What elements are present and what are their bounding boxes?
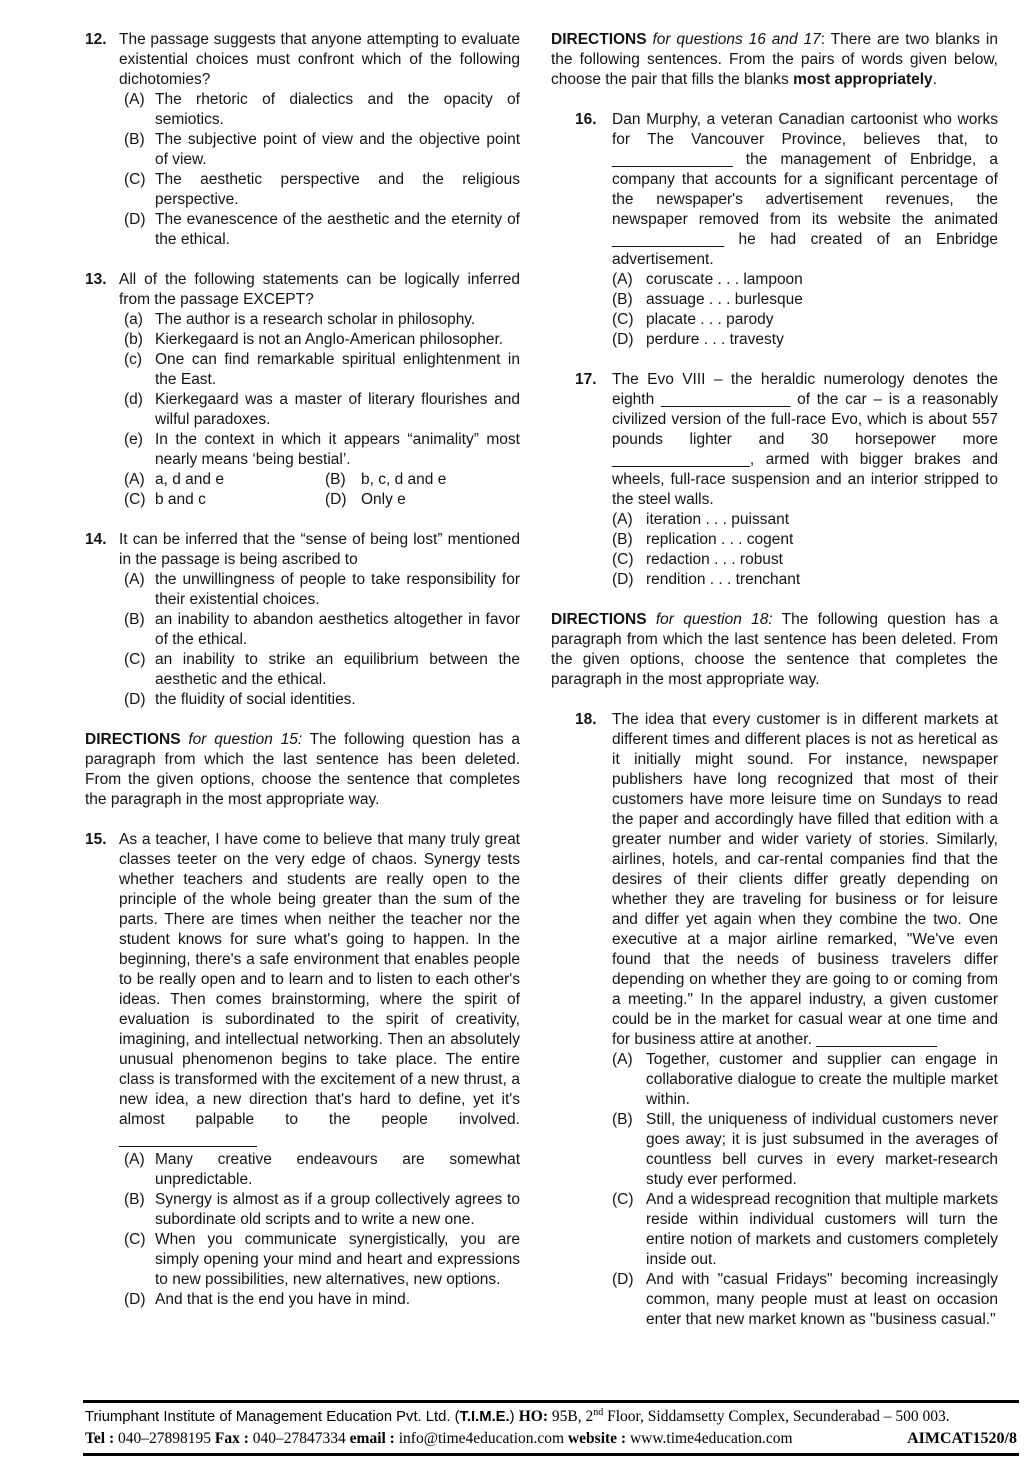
option-17A-label: (A) — [612, 511, 633, 528]
question-16-text: Dan Murphy, a veteran Canadian cartoonist who works for The Vancouver Province, believes that, to ______________ the management of Enbridge, a company that accounts for a significant percentage of the newspaper's advertisement revenues, the newspaper removed from its website the animated _____________ he had created of an Enbridge advertisement. — [612, 111, 998, 268]
option-17B — [612, 530, 998, 550]
statement-e — [124, 430, 520, 470]
option-17C-text: redaction . . . robust — [646, 551, 783, 568]
option-18B-label: (B) — [612, 1111, 633, 1128]
directions-15-segment-2: The following question has a paragraph from which the last sentence has been deleted. From the given options, choose the sentence that completes the paragraph in the most appropriate way. — [85, 731, 520, 808]
footer-line1-sup: nd — [593, 1406, 604, 1418]
directions-16-17-segment-3: most appropriately — [793, 71, 933, 88]
option-15B-label: (B) — [124, 1191, 145, 1208]
question-13-body — [119, 270, 520, 510]
option-14B-label: (B) — [124, 611, 145, 628]
directions-18-segment-0: DIRECTIONS — [551, 611, 656, 628]
option-14A — [124, 570, 520, 610]
directions-18 — [551, 610, 998, 690]
option-17C — [612, 550, 998, 570]
option-12D — [124, 210, 520, 250]
option-15B-text: Synergy is almost as if a group collectively agrees to subordinate old scripts and to write a new one. — [155, 1191, 520, 1228]
directions-16-17-segment-4: . — [932, 71, 937, 88]
right-column — [551, 30, 998, 1350]
option-18D-label: (D) — [612, 1271, 634, 1288]
footer-contact-line — [85, 1428, 1017, 1449]
question-18-body — [612, 710, 998, 1330]
option-16D — [612, 330, 998, 350]
statement-b — [124, 330, 520, 350]
question-13-option-row-0 — [124, 470, 520, 490]
option-15D — [124, 1290, 520, 1310]
question-16-options — [612, 270, 998, 350]
option-16B-text: assuage . . . burlesque — [646, 291, 803, 308]
directions-15-segment-1: for question 15: — [188, 731, 303, 748]
option-18B-text: Still, the uniqueness of individual customers never goes away; it is just subsumed in the averages of countless bell curves in every market-research study ever performed. — [646, 1111, 998, 1188]
left-column — [85, 30, 520, 1330]
option-16C — [612, 310, 998, 330]
option-16A-text: coruscate . . . lampoon — [646, 271, 803, 288]
directions-16-17-segment-2: : There are two blanks in the following sentences. From the pairs of words given below, choose the pair that fills the blanks — [551, 31, 998, 88]
option-15A-label: (A) — [124, 1151, 145, 1168]
option-14A-text: the unwillingness of people to take responsibility for their existential choices. — [155, 571, 520, 608]
footer-line2-segment-0: Tel : — [85, 1430, 115, 1447]
question-15-body — [119, 830, 520, 1310]
option-15A-text: Many creative endeavours are somewhat unpredictable. — [155, 1151, 520, 1188]
question-13-number: 13. — [85, 271, 107, 288]
option-15A — [124, 1150, 520, 1190]
option-14D — [124, 690, 520, 710]
option-15D-text: And that is the end you have in mind. — [155, 1291, 411, 1308]
option-13B — [325, 470, 520, 490]
question-14-text: It can be inferred that the “sense of being lost” mentioned in the passage is being ascribed to — [119, 531, 520, 568]
option-16A-label: (A) — [612, 271, 633, 288]
option-12A — [124, 90, 520, 130]
option-14D-label: (D) — [124, 691, 146, 708]
option-17C-label: (C) — [612, 551, 634, 568]
footer-line2-segment-7: www.time4education.com — [626, 1430, 793, 1447]
question-18 — [551, 710, 998, 1330]
option-16B-label: (B) — [612, 291, 633, 308]
page-footer — [83, 1400, 1019, 1456]
statement-label: (e) — [124, 431, 143, 448]
option-14C-text: an inability to strike an equilibrium between the aesthetic and the ethical. — [155, 651, 520, 688]
question-13-option-row-1 — [124, 490, 520, 510]
footer-line2-segment-4: email : — [349, 1430, 395, 1447]
statement-label: (c) — [124, 351, 143, 368]
option-15C-text: When you communicate synergistically, you are simply opening your mind and heart and expressions to new possibilities, new alternatives, new options. — [155, 1231, 520, 1288]
option-17D-label: (D) — [612, 571, 634, 588]
question-17-number: 17. — [575, 371, 597, 388]
directions-16-17 — [551, 30, 998, 90]
option-12C — [124, 170, 520, 210]
statement-text: Kierkegaard was a master of literary flourishes and wilful paradoxes. — [155, 391, 520, 428]
footer-line2-segment-1: 040–27898195 — [114, 1430, 215, 1447]
footer-line1-segment-4: 95B, 2 — [548, 1408, 594, 1425]
option-12D-label: (D) — [124, 211, 146, 228]
directions-15-segment-0: DIRECTIONS — [85, 731, 189, 748]
statement-text: The author is a research scholar in philosophy. — [155, 311, 476, 328]
option-17B-text: replication . . . cogent — [646, 531, 794, 548]
footer-line2-segment-3: 040–27847334 — [248, 1430, 350, 1447]
footer-line2-segment-2: Fax : — [214, 1430, 249, 1447]
question-14-options — [124, 570, 520, 710]
option-17A-text: iteration . . . puissant — [646, 511, 790, 528]
question-16 — [551, 110, 998, 350]
option-18D-text: And with "casual Fridays" becoming increasingly common, many people must at least on occasion enter that new market known as "business casual." — [646, 1271, 998, 1328]
option-14C-label: (C) — [124, 651, 146, 668]
question-16-body — [612, 110, 998, 350]
question-18-number: 18. — [575, 711, 597, 728]
question-13-statements — [124, 310, 520, 470]
statement-label: (a) — [124, 311, 143, 328]
option-text: a, d and e — [155, 471, 224, 488]
footer-line1-segment-1: T.I.M.E. — [459, 1409, 510, 1425]
option-14B-text: an inability to abandon aesthetics altogether in favor of the ethical. — [155, 611, 520, 648]
option-16B — [612, 290, 998, 310]
option-12B-text: The subjective point of view and the objective point of view. — [155, 131, 520, 168]
option-15C-label: (C) — [124, 1231, 146, 1248]
option-17D — [612, 570, 998, 590]
option-13C — [124, 490, 325, 510]
option-label: (B) — [325, 471, 346, 488]
option-12B — [124, 130, 520, 170]
directions-18-segment-2: The following question has a paragraph from which the last sentence has been deleted. From the given options, choose the sentence that completes the paragraph in the most appropriate way. — [551, 611, 998, 688]
statement-text: One can find remarkable spiritual enlightenment in the East. — [155, 351, 520, 388]
option-13D — [325, 490, 520, 510]
option-14C — [124, 650, 520, 690]
question-17-text: The Evo VIII – the heraldic numerology denotes the eighth _______________ of the car – is a reasonably civilized version of the full-race Evo, which is about 557 pounds lighter and 30 horsepower more ________________, armed with bigger brakes and wheels, full-race suspension and an interior stripped to the steel walls. — [612, 371, 998, 508]
question-17 — [551, 370, 998, 590]
question-17-body — [612, 370, 998, 590]
option-12A-label: (A) — [124, 91, 145, 108]
option-17B-label: (B) — [612, 531, 633, 548]
option-16A — [612, 270, 998, 290]
question-15-number: 15. — [85, 831, 107, 848]
footer-line2-segment-6: website : — [567, 1430, 627, 1447]
question-16-number: 16. — [575, 111, 597, 128]
option-18D — [612, 1270, 998, 1330]
footer-line1-segment-0: Triumphant Institute of Management Education Pvt. Ltd. ( — [85, 1409, 460, 1425]
option-18C-label: (C) — [612, 1191, 634, 1208]
option-label: (C) — [124, 491, 146, 508]
question-17-options — [612, 510, 998, 590]
statement-d — [124, 390, 520, 430]
question-13 — [85, 270, 520, 510]
statement-label: (b) — [124, 331, 143, 348]
option-14A-label: (A) — [124, 571, 145, 588]
option-12D-text: The evanescence of the aesthetic and the eternity of the ethical. — [155, 211, 520, 248]
question-12-text: The passage suggests that anyone attempting to evaluate existential choices must confront which of the following dichotomies? — [119, 31, 520, 88]
question-12-body — [119, 30, 520, 250]
question-13-text: All of the following statements can be logically inferred from the passage EXCEPT? — [119, 271, 520, 308]
question-15 — [85, 830, 520, 1310]
footer-line2-segment-5: info@time4education.com — [394, 1430, 568, 1447]
footer-line1-segment-6: Floor, Siddamsetty Complex, Secunderabad – 500 003. — [603, 1408, 950, 1425]
question-15-text: As a teacher, I have come to believe that many truly great classes teeter on the very edge of chaos. Synergy tests whether teachers and students are really open to the principle of the whole being greater than the sum of the parts. There are times when neither the teacher nor the student knows for sure what's going to happen. In the beginning, there's a safe environment that enables people to be really open and to learn and to listen to each other's ideas. Then comes brainstorming, where the spirit of evaluation is subordinated to the spirit of creativity, imagining, and intellectual networking. Then an absolutely unusual phenomenon begins to take place. The entire class is transformed with the excitement of a new thrust, a new idea, a new direction that's hard to define, yet it's almost palpable to the people involved. ________________ — [119, 831, 520, 1148]
option-12C-label: (C) — [124, 171, 146, 188]
option-text: b and c — [155, 491, 206, 508]
option-text: b, c, d and e — [361, 471, 447, 488]
option-14B — [124, 610, 520, 650]
option-label: (D) — [325, 491, 347, 508]
option-15D-label: (D) — [124, 1291, 146, 1308]
footer-contact-info — [85, 1428, 793, 1449]
question-18-options — [612, 1050, 998, 1330]
footer-line1-segment-2: ) — [509, 1409, 519, 1425]
option-16C-label: (C) — [612, 311, 634, 328]
statement-a — [124, 310, 520, 330]
question-12-options — [124, 90, 520, 250]
option-16D-text: perdure . . . travesty — [646, 331, 784, 348]
directions-15 — [85, 730, 520, 810]
footer-institute-line — [85, 1406, 1017, 1428]
option-13A — [124, 470, 325, 490]
question-14-number: 14. — [85, 531, 107, 548]
option-14D-text: the fluidity of social identities. — [155, 691, 356, 708]
statement-label: (d) — [124, 391, 143, 408]
option-text: Only e — [361, 491, 406, 508]
option-12C-text: The aesthetic perspective and the religious perspective. — [155, 171, 520, 208]
option-17D-text: rendition . . . trenchant — [646, 571, 801, 588]
question-14 — [85, 530, 520, 710]
footer-line1-segment-3: HO: — [518, 1408, 548, 1425]
option-18C-text: And a widespread recognition that multiple markets reside within individual customers will turn the entire notion of markets and customers completely inside out. — [646, 1191, 998, 1268]
question-14-body — [119, 530, 520, 710]
option-18A — [612, 1050, 998, 1110]
statement-c — [124, 350, 520, 390]
question-12-number: 12. — [85, 31, 107, 48]
option-15B — [124, 1190, 520, 1230]
statement-text: Kierkegaard is not an Anglo-American philosopher. — [155, 331, 504, 348]
question-12 — [85, 30, 520, 250]
option-18B — [612, 1110, 998, 1190]
option-12B-label: (B) — [124, 131, 145, 148]
option-18A-text: Together, customer and supplier can engage in collaborative dialogue to create the multiple market within. — [646, 1051, 998, 1108]
option-16D-label: (D) — [612, 331, 634, 348]
option-12A-text: The rhetoric of dialectics and the opacity of semiotics. — [155, 91, 520, 128]
option-18A-label: (A) — [612, 1051, 633, 1068]
option-17A — [612, 510, 998, 530]
option-18C — [612, 1190, 998, 1270]
paper-code: AIMCAT1520/8 — [907, 1430, 1017, 1447]
option-15C — [124, 1230, 520, 1290]
directions-16-17-segment-0: DIRECTIONS — [551, 31, 653, 48]
directions-16-17-segment-1: for questions 16 and 17 — [652, 31, 821, 48]
statement-text: In the context in which it appears “animality” most nearly means ‘being bestial’. — [155, 431, 520, 468]
directions-18-segment-1: for question 18: — [655, 611, 773, 628]
question-15-options — [124, 1150, 520, 1310]
option-16C-text: placate . . . parody — [646, 311, 774, 328]
question-18-text: The idea that every customer is in different markets at different times and different places is not as heretical as it initially might sound. For instance, newspaper publishers have long recognized that most of their customers have more leisure time on Sundays to read the paper and accordingly have filled that edition with a greater number and wider variety of stories. Similarly, airlines, hotels, and car-rental companies find that the desires of their clients differ greatly depending on whether they are traveling for business or for leisure and differ yet again when they combine the two. One executive at a major airline remarked, "We've even found that the needs of business travelers differ depending on whether they are going to or coming from a meeting." In the apparel industry, a given customer could be in the market for casual wear at one time and for business attire at another. ______________ — [612, 711, 998, 1048]
option-label: (A) — [124, 471, 145, 488]
